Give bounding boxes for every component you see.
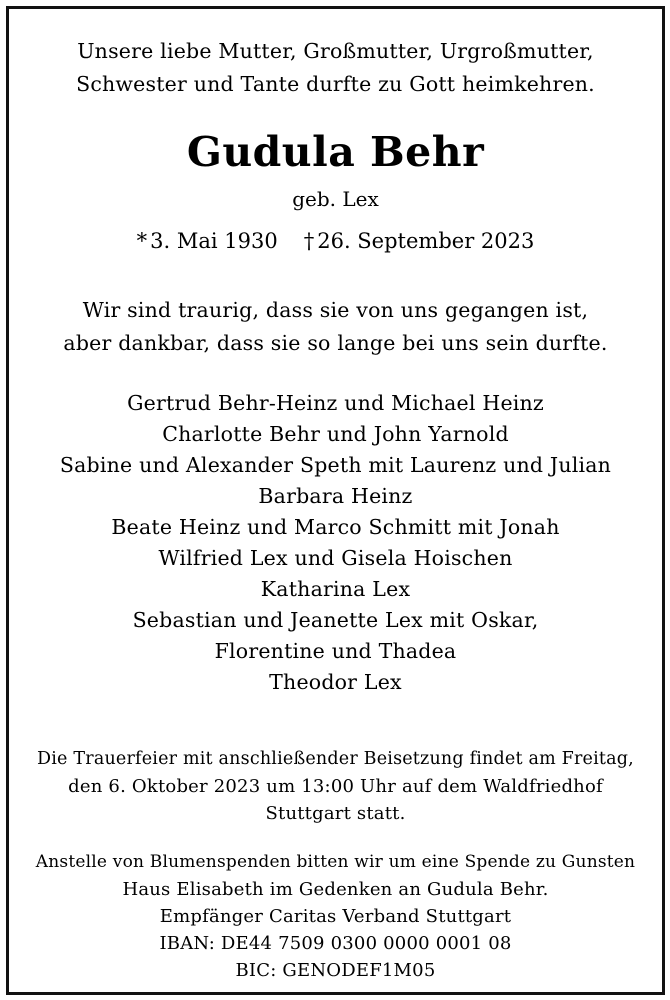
survivor-line: Sabine und Alexander Speth mit Laurenz und Julian (59, 453, 612, 477)
birth-date: 3. Mai 1930 (150, 229, 278, 253)
birth-date-item (137, 226, 278, 256)
survivor-line: Gertrud Behr-Heinz und Michael Heinz (127, 391, 544, 415)
notice-border-frame (6, 6, 665, 995)
death-date: 26. September 2023 (317, 229, 535, 253)
deceased-name: Gudula Behr (186, 128, 485, 176)
deceased-name-block (31, 127, 640, 214)
message-line: Wir sind traurig, dass sie von uns gegangen ist, (82, 298, 589, 322)
birth-symbol-icon: * (136, 229, 148, 253)
service-line: den 6. Oktober 2023 um 13:00 Uhr auf dem Waldfriedhof (68, 776, 603, 797)
survivor-line: Beate Heinz und Marco Schmitt mit Jonah (111, 515, 560, 539)
donation-line: Haus Elisabeth im Gedenken an Gudula Behr. (122, 879, 549, 900)
message-line: aber dankbar, dass sie so lange bei uns sein durfte. (63, 331, 608, 355)
survivor-line: Wilfried Lex und Gisela Hoischen (158, 546, 513, 570)
mourning-message (31, 294, 640, 360)
survivor-line: Sebastian und Jeanette Lex mit Oskar, (132, 608, 539, 632)
service-line: Stuttgart statt. (265, 803, 406, 824)
donation-bic: BIC: GENODEF1M05 (235, 960, 436, 981)
donation-details (31, 849, 640, 984)
survivor-line: Florentine und Thadea (214, 639, 457, 663)
service-details (31, 746, 640, 827)
cross-symbol-icon: † (303, 229, 315, 253)
death-date-item (304, 226, 535, 256)
survivor-line: Barbara Heinz (258, 484, 413, 508)
survivors-list (31, 388, 640, 698)
intro-line: Unsere liebe Mutter, Großmutter, Urgroßmutter, (77, 39, 594, 63)
donation-line: Anstelle von Blumenspenden bitten wir um eine Spende zu Gunsten (35, 852, 636, 872)
donation-recipient: Empfänger Caritas Verband Stuttgart (159, 906, 512, 927)
survivor-line: Charlotte Behr und John Yarnold (162, 422, 509, 446)
maiden-name: geb. Lex (292, 187, 379, 211)
life-dates (137, 226, 535, 256)
survivor-line: Theodor Lex (269, 670, 402, 694)
donation-iban: IBAN: DE44 7509 0300 0000 0001 08 (159, 933, 512, 954)
service-line: Die Trauerfeier mit anschließender Beisetzung findet am Freitag, (37, 749, 634, 769)
survivor-line: Katharina Lex (260, 577, 411, 601)
intro-line: Schwester und Tante durfte zu Gott heimkehren. (76, 72, 595, 96)
intro-dedication (31, 35, 640, 101)
